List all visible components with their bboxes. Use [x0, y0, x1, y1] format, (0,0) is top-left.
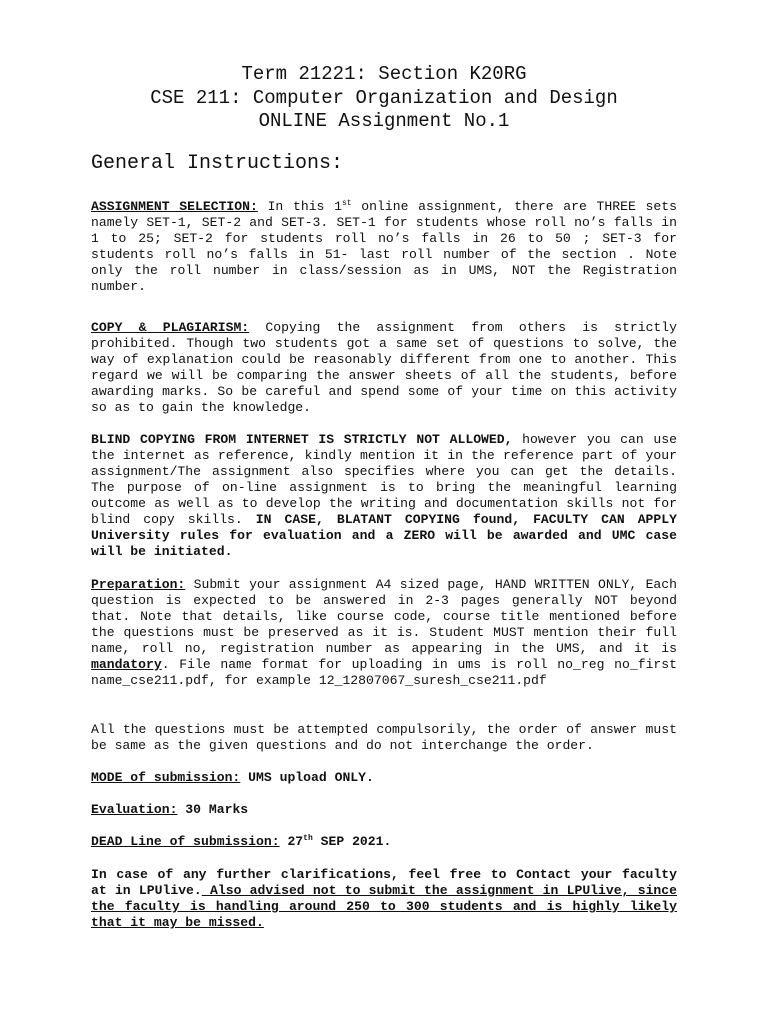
all-questions-text: All the questions must be attempted compulsorily, the order of answer must be same as the given questions and do not interchange the order.: [91, 722, 677, 753]
evaluation-value: 30 Marks: [177, 802, 249, 817]
preparation-label: Preparation:: [91, 577, 186, 592]
deadline-line: [91, 834, 677, 850]
assignment-title-line: ONLINE Assignment No.1: [258, 110, 510, 132]
contact-text: In case of any further clarifications, feel free to Contact your faculty at in LPUlive.: [91, 867, 677, 898]
deadline-day-superscript: th: [303, 834, 313, 843]
deadline-label: DEAD Line of submission:: [91, 834, 280, 849]
assignment-selection-paragraph: [91, 199, 677, 295]
blind-copying-text: however you can use the internet as reference, kindly mention it in the reference part of your assignment/The assignment also specifies where you can get the details. The purpose of on-line assignment is to bring the meaningful learning outcome as well as to develop the writing and documentation skills not for blind copy skills.: [91, 432, 677, 527]
preparation-paragraph: [91, 577, 677, 689]
mode-of-submission-label: MODE of submission:: [91, 770, 241, 785]
deadline-month-year: SEP 2021.: [312, 834, 392, 849]
contact-paragraph: [91, 867, 677, 931]
mandatory-emphasis: mandatory: [91, 657, 162, 672]
evaluation-label: Evaluation:: [91, 802, 178, 817]
assignment-selection-text-b: online assignment, there are THREE sets namely SET-1, SET-2 and SET-3. SET-1 for students whose roll no’s falls in 1 to 25; SET-2 for students roll no’s falls in 26 to 50 ; SET-3 for students roll no’s falls in 51- last roll number of the section . Note only the roll number in class/session as in UMS, NOT the Registration number.: [91, 199, 677, 294]
mode-of-submission-value: UMS upload ONLY.: [240, 770, 374, 785]
blind-copying-warning: IN CASE, BLATANT COPYING found, FACULTY CAN APPLY University rules for evaluation and a ZERO will be awarded and UMC case will be initiated.: [91, 512, 677, 559]
blind-copying-paragraph: [91, 432, 677, 560]
contact-advice: Also advised not to submit the assignment in LPUlive, since the faculty is handling around 250 to 300 students and is highly likely that it may be missed.: [91, 883, 677, 930]
preparation-text-a: Submit your assignment A4 sized page, HAND WRITTEN ONLY, Each question is expected to be answered in 2-3 pages generally NOT beyond that. Note that details, like course code, course title mentioned before the questions must be preserved as it is. Student MUST mention their full name, roll no, registration number as appearing in the UMS, and it is: [91, 577, 677, 656]
evaluation-line: [91, 802, 677, 818]
blind-copying-label: BLIND COPYING FROM INTERNET IS STRICTLY NOT ALLOWED,: [91, 432, 513, 447]
document-header: [0, 63, 768, 134]
deadline-day: 27: [279, 834, 304, 849]
copy-plagiarism-label: COPY & PLAGIARISM:: [91, 320, 250, 335]
general-instructions-heading: General Instructions:: [91, 152, 344, 175]
assignment-selection-label: ASSIGNMENT SELECTION:: [91, 199, 258, 214]
ordinal-superscript: st: [341, 199, 352, 208]
all-questions-paragraph: [91, 722, 677, 754]
mode-of-submission-line: [91, 770, 677, 786]
preparation-text-b: . File name format for uploading in ums is roll no_reg no_first name_cse211.pdf, for example 12_12807067_suresh_cse211.pdf: [91, 657, 677, 688]
assignment-selection-text-a: In this 1: [257, 199, 342, 214]
term-section-line: Term 21221: Section K20RG: [241, 63, 527, 85]
copy-plagiarism-text: Copying the assignment from others is strictly prohibited. Though two students got a same set of questions to solve, the way of explanation could be reasonably different from one to another. This regard we will be comparing the answer sheets of all the students, before awarding marks. So be careful and spend some of your time on this activity so as to gain the knowledge.: [91, 320, 678, 415]
course-title-line: CSE 211: Computer Organization and Design: [150, 86, 618, 109]
copy-plagiarism-paragraph: [91, 320, 677, 416]
